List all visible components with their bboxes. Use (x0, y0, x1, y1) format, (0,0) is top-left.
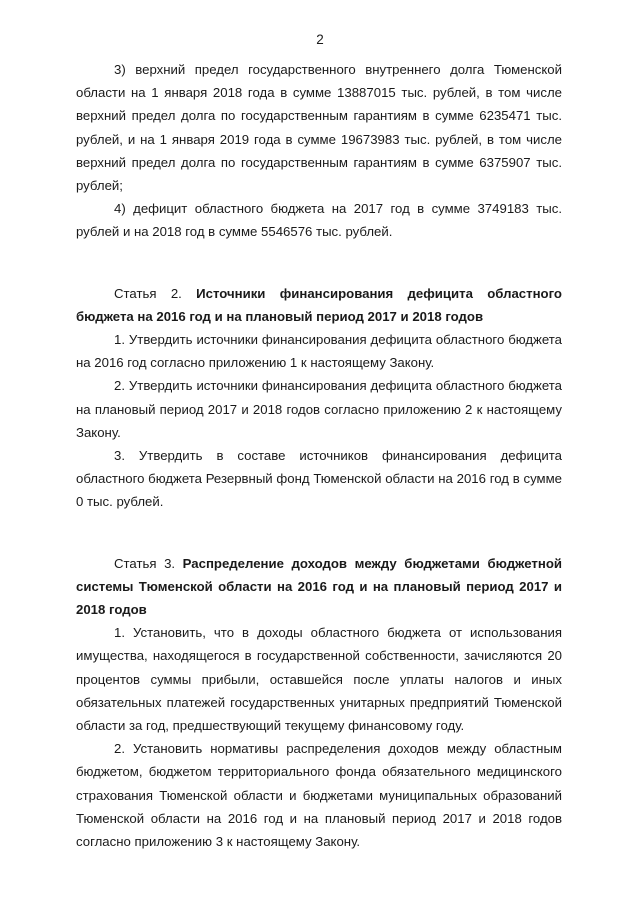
article-2-item-1: 1. Утвердить источники финансирования дефицита областного бюджета на 2016 год согласно приложению 1 к настоящему Закону. (76, 332, 562, 371)
article-3-title: Распределение доходов между бюджетами бюджетной системы Тюменской области на 2016 год и на плановый период 2017 и 2018 годов (76, 555, 562, 618)
article-2-item-3: 3. Утвердить в составе источников финансирования дефицита областного бюджета Резервный фонд Тюменской области на 2016 год в сумме 0 тыс. рублей. (76, 448, 562, 510)
article-2-heading (76, 282, 562, 328)
paragraph-deficit: 4) дефицит областного бюджета на 2017 год в сумме 3749183 тыс. рублей и на 2018 год в сумме 5546576 тыс. рублей. (76, 201, 562, 240)
page-number: 2 (316, 32, 324, 47)
paragraph-debt-limit: 3) верхний предел государственного внутреннего долга Тюменской области на 1 января 2018 года в сумме 13887015 тыс. рублей, в том числе верхний предел долга по государственным гарантиям в сумме 6235471 тыс. рублей, и на 1 января 2019 года в сумме 19673983 тыс. рублей, в том числе верхний предел долга по государственным гарантиям в сумме 6375907 тыс. рублей; (76, 62, 562, 194)
article-3-label: Статья 3. (114, 555, 176, 571)
article-2-label: Статья 2. (114, 285, 182, 301)
article-3-heading (76, 552, 562, 622)
article-2-title: Источники финансирования дефицита областного бюджета на 2016 год и на плановый период 2017 и 2018 годов (76, 285, 562, 324)
article-3-item-1: 1. Установить, что в доходы областного бюджета от использования имущества, находящегося в государственной собственности, зачисляются 20 процентов суммы прибыли, оставшейся после уплаты налогов и иных обязательных платежей государственных унитарных предприятий Тюменской области за год, предшествующий текущему финансовому году. (76, 625, 562, 734)
article-2-item-2: 2. Утвердить источники финансирования дефицита областного бюджета на плановый период 2017 и 2018 годов согласно приложению 2 к настоящему Закону. (76, 378, 562, 440)
document-body (76, 58, 562, 853)
article-3-item-2: 2. Установить нормативы распределения доходов между областным бюджетом, бюджетом территориального фонда обязательного медицинского страхования Тюменской области и бюджетами муниципальных образований Тюменской области на 2016 год и на плановый период 2017 и 2018 годов согласно приложению 3 к настоящему Закону. (76, 741, 562, 850)
